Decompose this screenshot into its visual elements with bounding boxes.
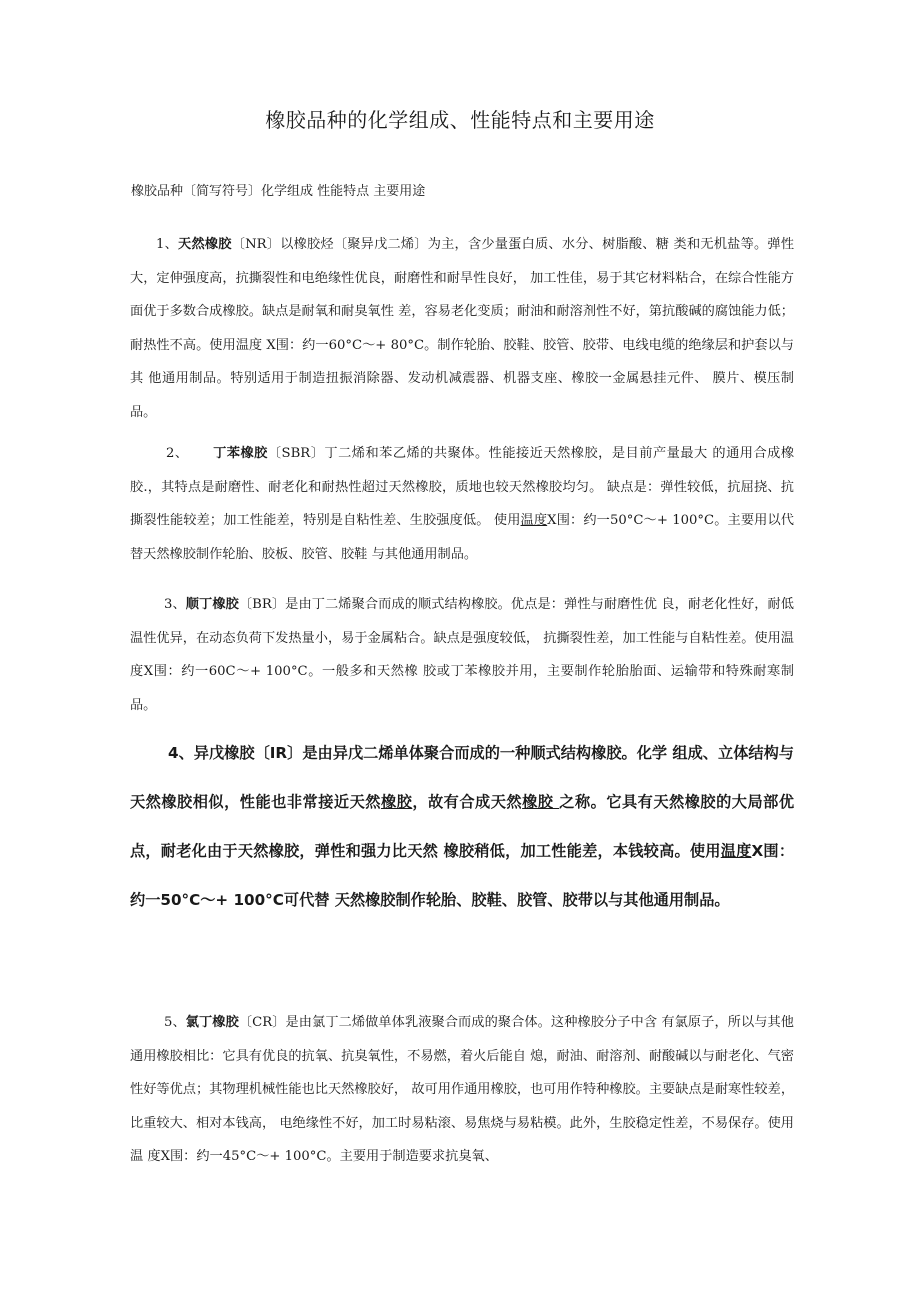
rubber-name: 氯丁橡胶 (185, 1015, 239, 1030)
underlined-term: 橡胶 (380, 793, 413, 811)
paragraph-body: 是由氯丁二烯做单体乳液聚合而成的聚合体。这种橡胶分子中含 有氯原子，所以与其他通用橡胶相比：它具有优良的抗氧、抗臭氧性，不易燃，着火后能自 熄，耐油、耐溶剂、耐酸碱以与耐老化、气密性好等优点；其物理机械性能也比天然橡胶好， 故可用作通用橡胶，也可用作特种橡胶。主要缺点是耐寒性较差，比重较大、相对本钱高， 电绝缘性不好，加工时易粘滚、易焦烧与易粘模。此外，生胶稳定性差，不易保存。使用温 度X围：约一45°C～+ 100°C。主要用于制造要求抗臭氧、 (130, 1015, 794, 1164)
paragraph-br (130, 588, 794, 722)
paragraph-sbr (130, 437, 794, 571)
rubber-abbr: 〔NR〕 (231, 237, 281, 252)
rubber-abbr: 〔IR〕 (254, 744, 303, 762)
paragraph-natural-rubber (130, 228, 794, 429)
item-number: 3、 (164, 597, 186, 612)
paragraph-body-cont: ，故有合成天然 (412, 793, 523, 811)
paragraph-ir (130, 729, 794, 925)
item-number: 2、 (166, 446, 189, 461)
underlined-term: 温度 (720, 842, 752, 860)
rubber-name: 天然橡胶 (178, 237, 232, 252)
paragraph-body: 以橡胶烃〔聚异戊二烯〕为主，含少量蛋白质、水分、树脂酸、糖 类和无机盐等。弹性大，定伸强度高，抗撕裂性和电绝缘性优良，耐磨性和耐旱性良好， 加工性佳，易于其它材料粘合，在综合性能方面优于多数合成橡胶。缺点是耐氧和耐臭氧性 差，容易老化变质；耐油和耐溶剂性不好，第抗酸碱的腐蚀能力低；耐热性不高。使用温度 X围：约一60°C～+ 80°C。制作轮胎、胶鞋、胶管、胶带、电线电缆的绝缘层和护套以与其 他通用制品。特别适用于制造扭振消除器、发动机减震器、机器支座、橡胶一金属悬挂元件、 膜片、模压制品。 (130, 237, 795, 420)
paragraph-body-cont: X围：约一50°C～+ 100°C。主要用以代替天然橡胶制作轮胎、胶板、胶管、胶鞋 与其他通用制品。 (130, 513, 794, 562)
item-number: 1、 (156, 237, 179, 252)
rubber-name: 顺丁橡胶 (185, 597, 239, 612)
paragraph-body: 是由丁二烯聚合而成的顺式结构橡胶。优点是：弹性与耐磨性优 良，耐老化性好，耐低温性优异，在动态负荷下发热量小，易于金属粘合。缺点是强度较低， 抗撕裂性差，加工性能与自粘性差。使用温度X围：约一60C～+ 100°C。一般多和天然橡 胶或丁苯橡胶并用，主要制作轮胎胎面、运输带和特殊耐寒制品。 (130, 597, 794, 713)
item-number: 4、 (168, 744, 194, 762)
item-number: 5、 (164, 1015, 186, 1030)
paragraph-body-cont: 之称。它具有天然橡胶的大局部优点，耐老化由于天然橡胶，弹性和强力比天然 橡胶稍低，加工性能差，本钱较高。使用 (130, 793, 795, 860)
paragraph-body-cont: X围：约一50°C～+ 100°C可代替 天然橡胶制作轮胎、胶鞋、胶管、胶带以与其他通用制品。 (130, 842, 795, 909)
column-headings: 橡胶品种〔简写符号〕化学组成 性能特点 主要用途 (131, 184, 426, 199)
underlined-term: 温度 (520, 513, 548, 528)
rubber-abbr: 〔SBR〕 (267, 446, 325, 461)
rubber-abbr: 〔BR〕 (238, 597, 286, 612)
rubber-abbr: 〔CR〕 (238, 1015, 286, 1030)
underlined-term: 橡胶 (522, 793, 560, 811)
paragraph-body: 是由异戊二烯单体聚合而成的一种顺式结构橡胶。化学 组成、立体结构与天然橡胶相似，性能也非常接近天然 (130, 744, 794, 811)
rubber-name: 丁苯橡胶 (212, 446, 268, 461)
rubber-name: 异戊橡胶 (193, 744, 255, 762)
paragraph-body: 丁二烯和苯乙烯的共聚体。性能接近天然橡胶，是目前产量最大 的通用合成橡胶.，其特点是耐磨性、耐老化和耐热性超过天然橡胶，质地也较天然橡胶均匀。 缺点是：弹性较低，抗屈挠、抗撕裂性能较差；加工性能差，特别是自粘性差、生胶强度低。 使用 (130, 446, 795, 528)
paragraph-cr (130, 1006, 794, 1174)
page-title: 橡胶品种的化学组成、性能特点和主要用途 (265, 108, 655, 132)
